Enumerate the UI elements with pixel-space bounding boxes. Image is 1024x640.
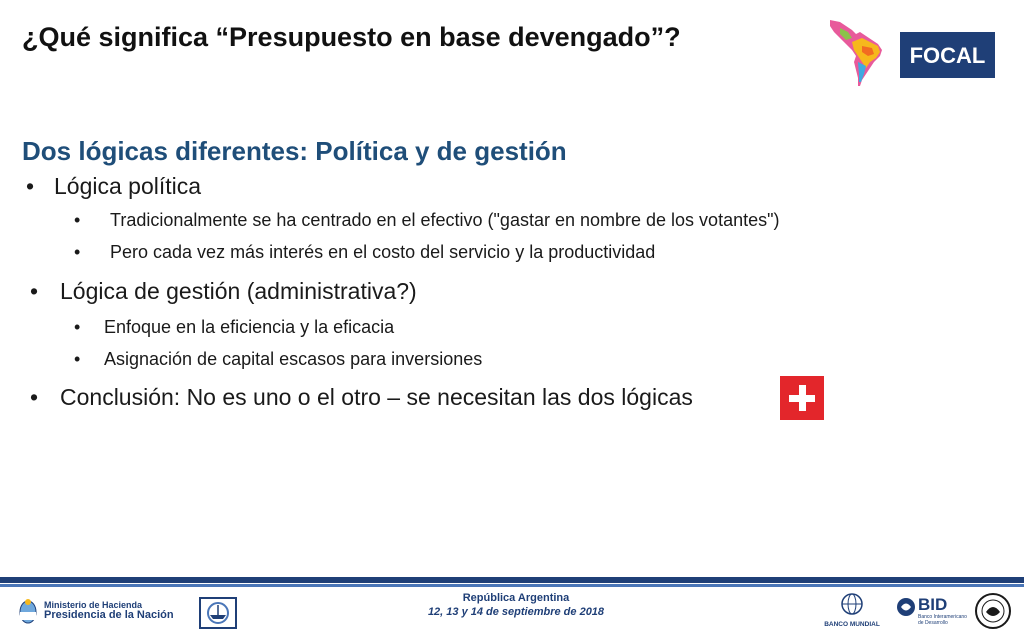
bullet-item xyxy=(26,173,201,200)
globe-icon xyxy=(840,592,864,616)
focal-logo-text: FOCAL xyxy=(909,43,986,68)
presidency-name: Presidencia de la Nación xyxy=(44,608,174,621)
bullet-text: Lógica de gestión (administrativa?) xyxy=(60,278,417,304)
bullet-text: Lógica política xyxy=(54,173,202,199)
bullet-text: Pero cada vez más interés en el costo del servicio y la productividad xyxy=(110,242,656,262)
latin-america-map-icon xyxy=(826,16,890,88)
bid-emblem-icon xyxy=(896,597,916,617)
sub-bullet-item xyxy=(74,317,394,338)
argentina-coat-of-arms-icon xyxy=(18,597,38,625)
bullet-symbol: • xyxy=(30,384,39,410)
swiss-flag-icon xyxy=(780,376,824,420)
bullet-text: Tradicionalmente se ha centrado en el efectivo ("gastar en nombre de los votantes") xyxy=(110,210,780,230)
event-info xyxy=(380,592,652,618)
bid-subtitle-line1: Banco Interamericano xyxy=(918,614,967,620)
slide-title: ¿Qué significa “Presupuesto en base devengado”? xyxy=(22,22,681,52)
sub-bullet-item xyxy=(74,242,655,263)
bullet-symbol: • xyxy=(74,349,81,369)
banco-mundial-label: BANCO MUNDIAL xyxy=(824,621,880,628)
focal-logo xyxy=(900,32,995,78)
bullet-text: Conclusión: No es uno o el otro – se necesitan las dos lógicas xyxy=(60,384,693,410)
bullet-symbol: • xyxy=(30,278,39,304)
bullet-symbol: • xyxy=(74,317,81,337)
bullet-symbol: • xyxy=(74,210,81,230)
bullet-text: Enfoque en la eficiencia y la eficacia xyxy=(104,317,395,337)
event-dates: 12, 13 y 14 de septiembre de 2018 xyxy=(427,606,605,618)
bullet-item xyxy=(30,384,693,411)
bid-subtitle-line2: de Desarrollo xyxy=(918,619,948,626)
bid-label: BID xyxy=(918,595,948,614)
bullet-symbol: • xyxy=(74,242,81,262)
slide-subtitle: Dos lógicas diferentes: Política y de gestión xyxy=(22,136,567,166)
sub-bullet-item xyxy=(74,210,779,231)
bid-logo xyxy=(896,595,967,629)
banco-mundial-logo xyxy=(824,592,880,632)
bullet-symbol: • xyxy=(26,173,35,199)
ministry-name: Ministerio de Hacienda xyxy=(44,599,143,610)
ship-emblem-icon xyxy=(198,596,238,630)
event-country: República Argentina xyxy=(462,592,570,604)
footer-band-accent xyxy=(0,584,1024,587)
sub-bullet-item xyxy=(74,349,482,370)
footer-band xyxy=(0,577,1024,583)
bullet-item xyxy=(30,278,417,305)
imf-seal-icon xyxy=(974,592,1012,630)
bullet-text: Asignación de capital escasos para inversiones xyxy=(104,349,483,369)
ministry-logo xyxy=(18,596,174,626)
